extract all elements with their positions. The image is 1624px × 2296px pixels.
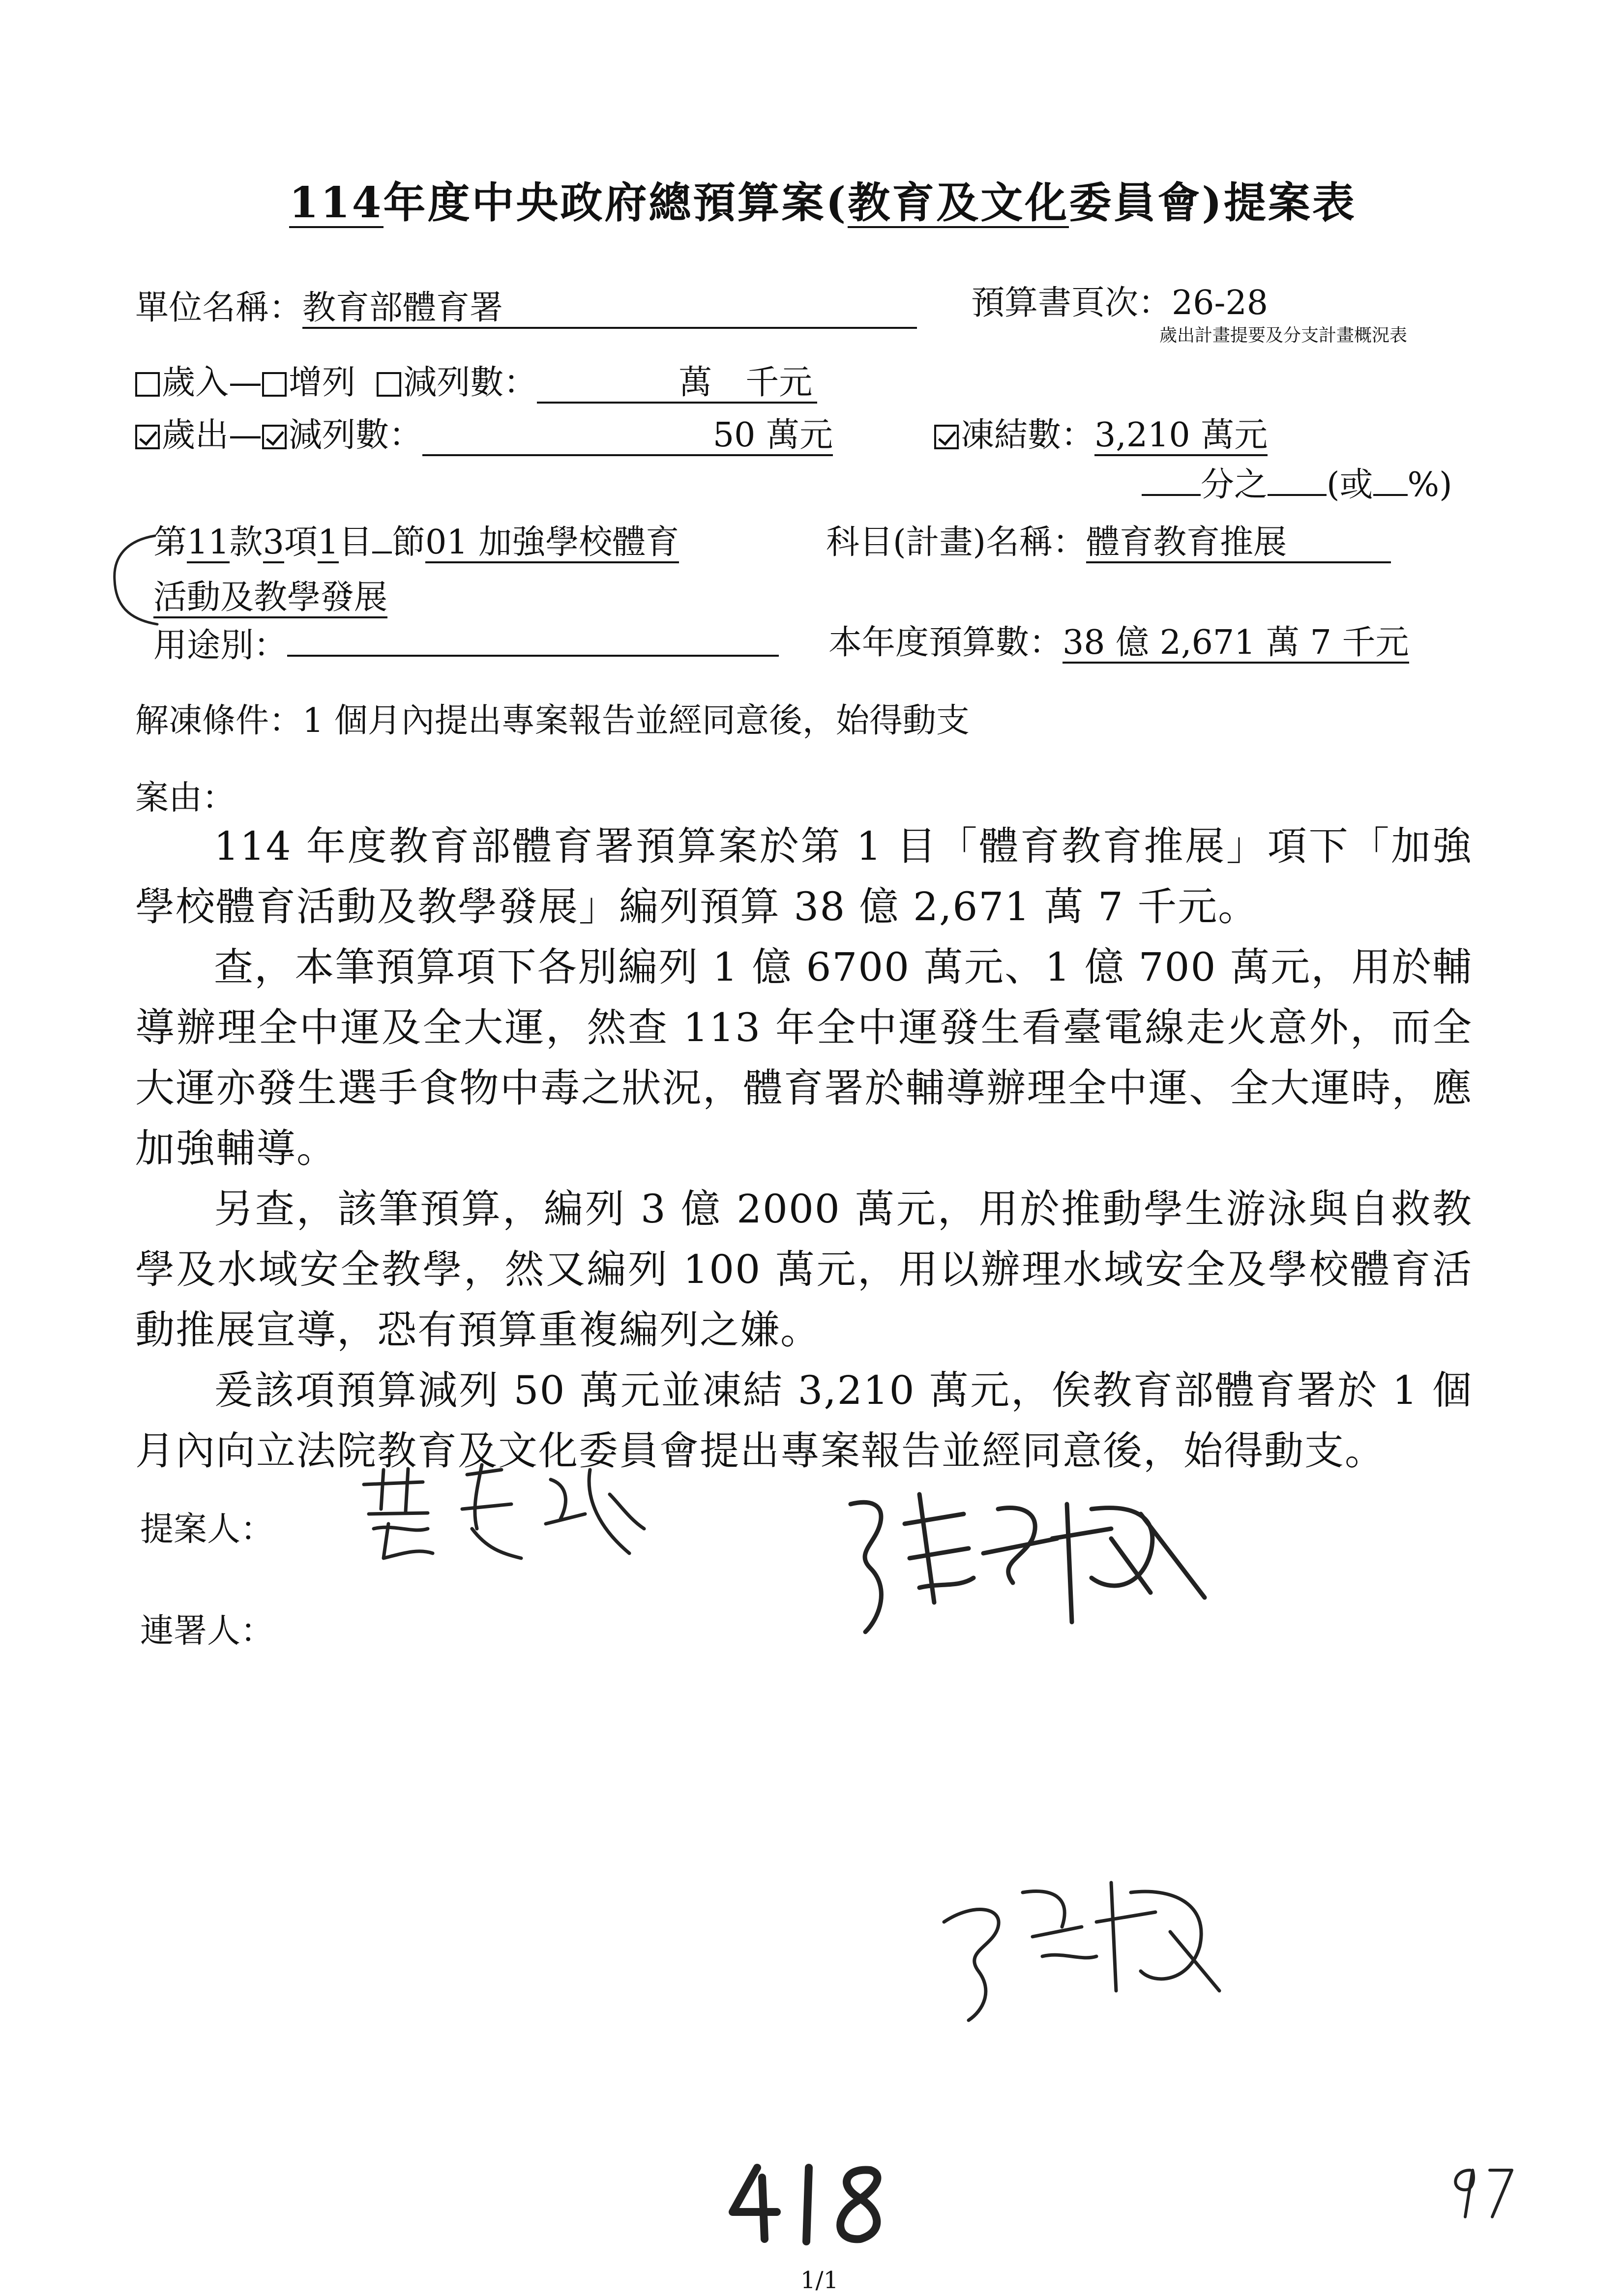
subject-name-row (826, 523, 1391, 563)
subject-name-value: 體育教育推展 (1086, 523, 1287, 562)
unit-value: 教育部體育署 (302, 289, 503, 327)
page-ref-note: 歲出計畫提要及分支計畫概況表 (1159, 325, 1408, 346)
freeze-label: 凍結數： (961, 416, 1095, 455)
revenue-amount-field (537, 363, 817, 404)
page-ref-label: 預算書頁次： (971, 284, 1172, 322)
subject-kuan: 11 (187, 526, 230, 563)
reason-label: 案由： (135, 779, 236, 817)
unit-value-field (302, 291, 917, 329)
ratio-numerator-field (1142, 492, 1201, 496)
revenue-label: 歲入— (162, 363, 263, 402)
revenue-decrease-label: 減列數： (403, 363, 537, 402)
cosigner-signature-2 (934, 1863, 1239, 2030)
subject-xiang: 3 (263, 526, 284, 563)
title-committee: 教育及文化 (848, 178, 1069, 228)
handwritten-number-418 (723, 2158, 910, 2246)
subject-name-label: 科目(計畫)名稱： (826, 523, 1087, 562)
subject-row (153, 523, 679, 563)
reason-body (135, 816, 1473, 1481)
reason-paragraph-3: 另查，該筆預算，編列 3 億 2000 萬元，用於推動學生游泳與自救教學及水域安全教學，然又編列 100 萬元，用以辦理水域安全及學校體育活動推展宣導，恐有預算重複編列之嫌。 (135, 1186, 1473, 1353)
subject-mu-label: 目 (339, 523, 373, 562)
unit-name-row (135, 291, 917, 329)
expenditure-decrease-checkbox (262, 425, 287, 449)
revenue-increase-checkbox (262, 372, 287, 397)
revenue-decrease-checkbox (377, 372, 401, 397)
title-part-a: 年度中央政府總預算案( (383, 178, 848, 228)
ratio-percent-field (1373, 492, 1408, 496)
subject-kuan-label: 款 (229, 523, 263, 562)
revenue-increase-label: 增列 (289, 363, 356, 402)
freeze-checkbox (934, 425, 959, 449)
unfreeze-row (135, 701, 970, 740)
unit-label: 單位名稱： (135, 289, 303, 327)
handwritten-bracket (106, 531, 160, 634)
expenditure-decrease-label: 減列數： (289, 416, 423, 455)
budget-label: 本年度預算數： (828, 623, 1063, 662)
page-ref-value: 26-28 (1172, 284, 1269, 322)
reason-paragraph-1: 114 年度教育部體育署預算案於第 1 目「體育教育推展」項下「加強學校體育活動及教學發展」編列預算 38 億 2,671 萬 7 千元。 (135, 823, 1473, 930)
unfreeze-value: 1 個月內提出專案報告並經同意後，始得動支 (302, 701, 970, 740)
ratio-denominator-field (1268, 492, 1327, 496)
title-part-b: 委員會)提案表 (1069, 178, 1357, 228)
ratio-row (1142, 465, 1452, 504)
usage-label: 用途別： (153, 626, 288, 665)
subject-xiang-label: 項 (284, 523, 318, 562)
reason-paragraph-4: 爰該項預算減列 50 萬元並凍結 3,210 萬元，俟教育部體育署於 1 個月內向立法院教育及文化委員會提出專案報告並經同意後，始得動支。 (135, 1367, 1473, 1474)
subject-jie: 01 加強學校體育 (425, 526, 679, 563)
subject-prefix: 第 (153, 523, 187, 562)
document-title (289, 178, 1357, 228)
revenue-amount: 萬 千元 (679, 363, 813, 402)
reason-paragraph-2: 查，本筆預算項下各別編列 1 億 6700 萬元、1 億 700 萬元，用於輔導辦理全中運及全大運，然查 113 年全中運發生看臺電線走火意外，而全大運亦發生選手食物中毒之狀況，體育署於輔導辦理全中運、全大運時，應加強輔導。 (135, 944, 1473, 1171)
title-year: 114 (289, 178, 384, 228)
expenditure-amount: 50 萬元 (712, 416, 833, 455)
cosigner-signature-1 (836, 1475, 1229, 1647)
proposer-signature (354, 1455, 659, 1568)
ratio-or: (或 (1327, 465, 1373, 504)
freeze-amount: 3,210 萬元 (1094, 419, 1268, 456)
budget-value: 38 億 2,671 萬 7 千元 (1063, 626, 1409, 664)
expenditure-row (135, 416, 833, 456)
subject-name-field (1086, 523, 1391, 563)
revenue-checkbox (135, 372, 160, 397)
handwritten-number-97 (1443, 2163, 1517, 2222)
ratio-percent: %) (1407, 465, 1452, 504)
expenditure-checkbox (135, 425, 160, 449)
budget-row (828, 623, 1409, 664)
expenditure-label: 歲出— (162, 416, 263, 455)
subject-jie-blank (372, 550, 392, 553)
proposer-label: 提案人： (140, 1510, 274, 1549)
page-indicator: 1/1 (800, 2267, 839, 2294)
expenditure-amount-field (422, 416, 833, 456)
subject-row-continuation (153, 578, 388, 618)
freeze-row (934, 416, 1268, 456)
revenue-row (135, 363, 817, 404)
unfreeze-label: 解凍條件： (135, 701, 303, 740)
subject-jie-label: 節 (392, 523, 426, 562)
page-ref-row (971, 284, 1269, 322)
cosigner-label: 連署人： (140, 1612, 274, 1651)
subject-jie-continuation: 活動及教學發展 (153, 581, 387, 618)
usage-field (287, 653, 779, 657)
usage-row (153, 626, 779, 665)
ratio-fraction: 分之 (1201, 465, 1268, 504)
subject-mu: 1 (318, 526, 339, 563)
